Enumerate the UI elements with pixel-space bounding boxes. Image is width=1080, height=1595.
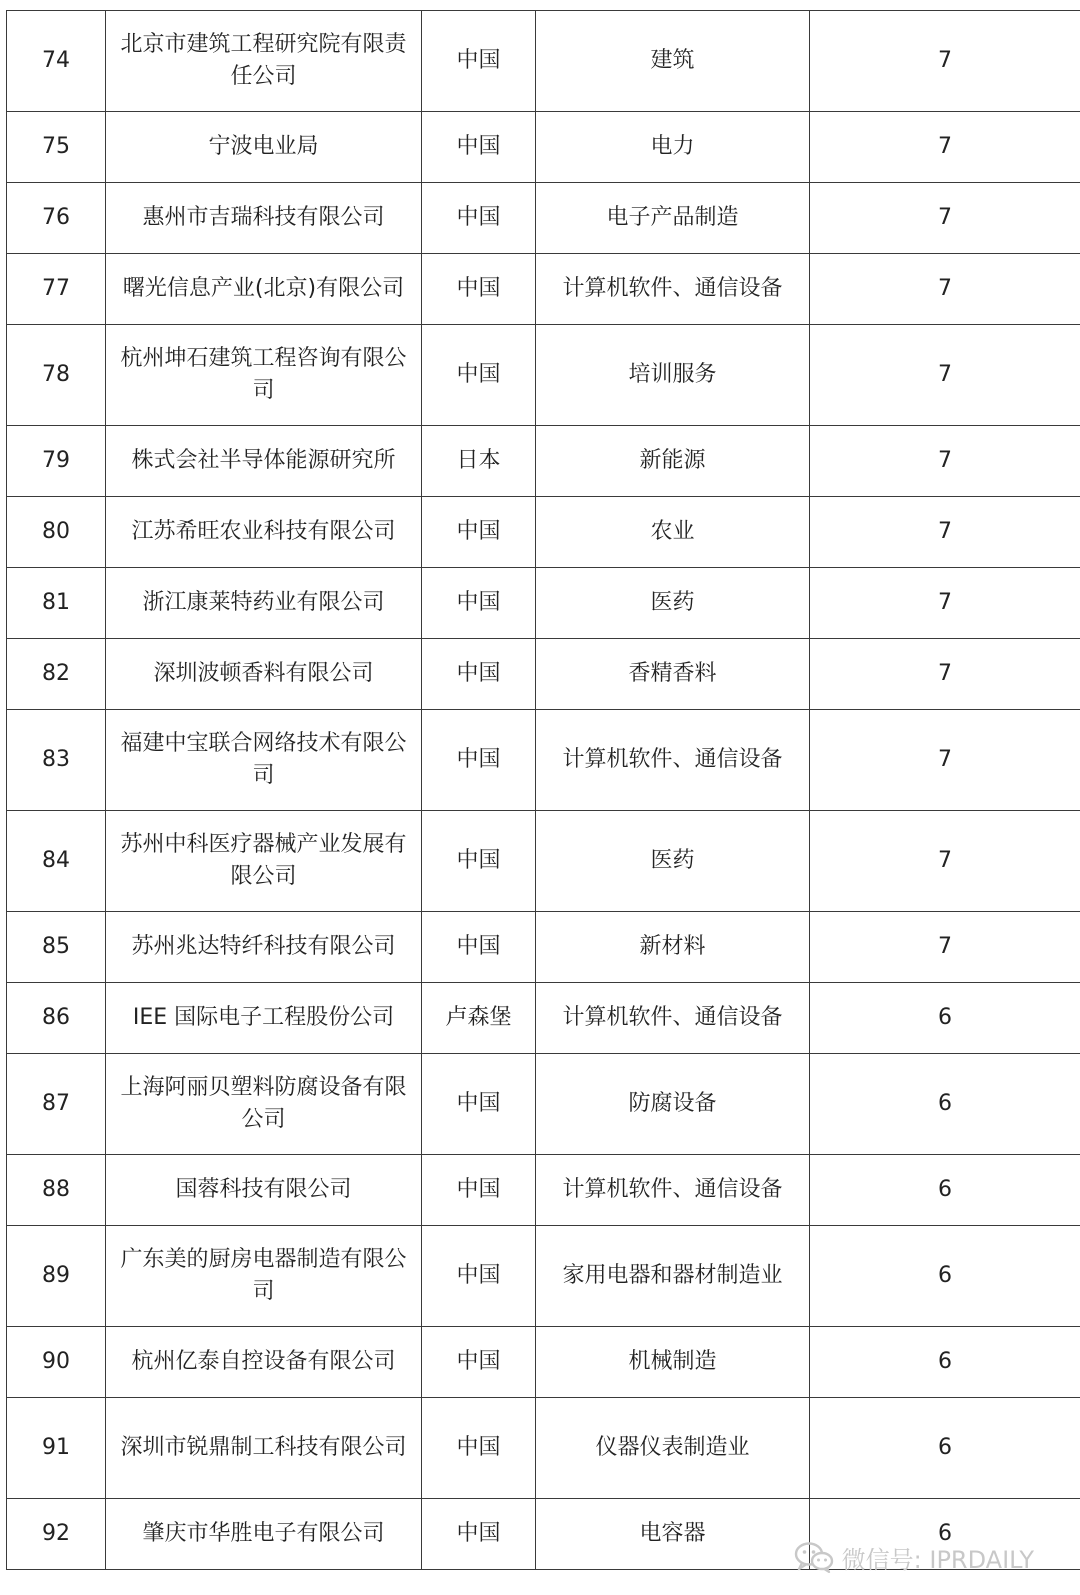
company-cell <box>106 639 422 710</box>
country-cell: 中国 <box>422 710 536 811</box>
count-cell: 7 <box>810 11 1080 112</box>
table-row <box>7 1054 1080 1155</box>
table-row <box>7 1398 1080 1499</box>
rank-cell: 81 <box>7 568 106 639</box>
count-cell: 7 <box>810 639 1080 710</box>
rank-cell: 92 <box>7 1499 106 1570</box>
table-row <box>7 497 1080 568</box>
industry-cell: 机械制造 <box>536 1327 810 1398</box>
wechat-icon <box>794 1541 834 1573</box>
country-cell: 中国 <box>422 325 536 426</box>
table-row <box>7 1226 1080 1327</box>
industry-cell: 仪器仪表制造业 <box>536 1398 810 1499</box>
company-cell <box>106 11 422 112</box>
count-cell: 7 <box>810 497 1080 568</box>
industry-cell: 计算机软件、通信设备 <box>536 1155 810 1226</box>
industry-cell: 电子产品制造 <box>536 183 810 254</box>
count-cell: 6 <box>810 1499 1080 1570</box>
company-name: 杭州亿泰自控设备有限公司 <box>131 1349 396 1374</box>
table-row <box>7 639 1080 710</box>
industry-cell: 家用电器和器材制造业 <box>536 1226 810 1327</box>
industry-cell: 新材料 <box>536 912 810 983</box>
industry-cell: 香精香料 <box>536 639 810 710</box>
company-cell <box>106 497 422 568</box>
count-cell: 6 <box>810 1226 1080 1327</box>
rank-cell: 90 <box>7 1327 106 1398</box>
company-cell <box>106 1155 422 1226</box>
company-cell <box>106 1327 422 1398</box>
company-name: 宁波电业局 <box>208 134 319 159</box>
company-cell <box>106 1499 422 1570</box>
count-cell: 6 <box>810 983 1080 1054</box>
company-cell <box>106 710 422 811</box>
country-cell: 中国 <box>422 639 536 710</box>
rank-cell: 84 <box>7 811 106 912</box>
rank-cell: 85 <box>7 912 106 983</box>
rank-cell: 77 <box>7 254 106 325</box>
company-name: 肇庆市华胜电子有限公司 <box>142 1521 385 1546</box>
company-name: 杭州坤石建筑工程咨询有限公司 <box>120 346 407 403</box>
country-cell: 中国 <box>422 568 536 639</box>
industry-cell: 防腐设备 <box>536 1054 810 1155</box>
company-cell <box>106 1054 422 1155</box>
count-cell: 6 <box>810 1398 1080 1499</box>
country-cell: 中国 <box>422 183 536 254</box>
company-name: 福建中宝联合网络技术有限公司 <box>120 731 407 788</box>
table-row <box>7 426 1080 497</box>
table-row <box>7 112 1080 183</box>
count-cell: 7 <box>810 325 1080 426</box>
count-cell: 7 <box>810 426 1080 497</box>
company-name: 北京市建筑工程研究院有限责任公司 <box>120 32 407 89</box>
count-cell: 7 <box>810 112 1080 183</box>
count-cell: 7 <box>810 183 1080 254</box>
rank-cell: 74 <box>7 11 106 112</box>
count-cell: 7 <box>810 710 1080 811</box>
industry-cell: 计算机软件、通信设备 <box>536 983 810 1054</box>
country-cell: 中国 <box>422 1226 536 1327</box>
industry-cell: 电容器 <box>536 1499 810 1570</box>
company-cell <box>106 426 422 497</box>
rank-cell: 86 <box>7 983 106 1054</box>
watermark-text: 微信号: IPRDAILY <box>841 1545 1034 1574</box>
table-row <box>7 325 1080 426</box>
count-cell: 7 <box>810 912 1080 983</box>
country-cell: 中国 <box>422 1398 536 1499</box>
country-cell: 中国 <box>422 497 536 568</box>
rank-cell: 75 <box>7 112 106 183</box>
company-name: 浙江康莱特药业有限公司 <box>142 590 385 615</box>
industry-cell: 农业 <box>536 497 810 568</box>
country-cell: 中国 <box>422 1327 536 1398</box>
rank-cell: 78 <box>7 325 106 426</box>
company-cell <box>106 112 422 183</box>
rank-cell: 76 <box>7 183 106 254</box>
company-name: 深圳市锐鼎制工科技有限公司 <box>120 1435 407 1460</box>
country-cell: 中国 <box>422 1155 536 1226</box>
company-name: 苏州中科医疗器械产业发展有限公司 <box>120 832 407 889</box>
industry-cell: 计算机软件、通信设备 <box>536 254 810 325</box>
table-row <box>7 11 1080 112</box>
table-row <box>7 1327 1080 1398</box>
company-name: 广东美的厨房电器制造有限公司 <box>120 1247 407 1304</box>
count-cell: 7 <box>810 254 1080 325</box>
wechat-watermark <box>794 1537 1034 1577</box>
company-cell <box>106 325 422 426</box>
rank-cell: 91 <box>7 1398 106 1499</box>
company-cell <box>106 811 422 912</box>
industry-cell: 新能源 <box>536 426 810 497</box>
country-cell: 中国 <box>422 811 536 912</box>
industry-cell: 医药 <box>536 811 810 912</box>
table-row <box>7 912 1080 983</box>
company-cell <box>106 183 422 254</box>
country-cell: 中国 <box>422 112 536 183</box>
count-cell: 6 <box>810 1155 1080 1226</box>
rank-cell: 79 <box>7 426 106 497</box>
table-row <box>7 183 1080 254</box>
company-name: 深圳波顿香料有限公司 <box>153 661 374 686</box>
company-name: 株式会社半导体能源研究所 <box>131 448 396 473</box>
table-row <box>7 568 1080 639</box>
company-cell <box>106 254 422 325</box>
rank-cell: 82 <box>7 639 106 710</box>
count-cell: 6 <box>810 1054 1080 1155</box>
company-name: 国蓉科技有限公司 <box>175 1177 352 1202</box>
country-cell: 中国 <box>422 1054 536 1155</box>
country-cell: 中国 <box>422 912 536 983</box>
country-cell: 中国 <box>422 254 536 325</box>
industry-cell: 培训服务 <box>536 325 810 426</box>
industry-cell: 医药 <box>536 568 810 639</box>
company-name: 上海阿丽贝塑料防腐设备有限公司 <box>120 1075 407 1132</box>
count-cell: 6 <box>810 1327 1080 1398</box>
rank-cell: 87 <box>7 1054 106 1155</box>
company-cell <box>106 568 422 639</box>
rank-cell: 83 <box>7 710 106 811</box>
company-cell <box>106 1398 422 1499</box>
table-row <box>7 710 1080 811</box>
table-row <box>7 811 1080 912</box>
table-row <box>7 254 1080 325</box>
company-name: 江苏希旺农业科技有限公司 <box>131 519 396 544</box>
industry-cell: 计算机软件、通信设备 <box>536 710 810 811</box>
rank-cell: 80 <box>7 497 106 568</box>
table-row <box>7 983 1080 1054</box>
count-cell: 7 <box>810 568 1080 639</box>
company-name: 惠州市吉瑞科技有限公司 <box>142 205 385 230</box>
industry-cell: 电力 <box>536 112 810 183</box>
ranking-table-body <box>7 11 1080 1570</box>
company-cell <box>106 912 422 983</box>
country-cell: 卢森堡 <box>422 983 536 1054</box>
table-row <box>7 1155 1080 1226</box>
industry-cell: 建筑 <box>536 11 810 112</box>
rank-cell: 88 <box>7 1155 106 1226</box>
country-cell: 日本 <box>422 426 536 497</box>
ranking-table <box>6 10 1080 1570</box>
count-cell: 7 <box>810 811 1080 912</box>
country-cell: 中国 <box>422 11 536 112</box>
company-name: 苏州兆达特纤科技有限公司 <box>131 934 396 959</box>
company-name: 曙光信息产业(北京)有限公司 <box>122 276 405 301</box>
company-cell <box>106 1226 422 1327</box>
rank-cell: 89 <box>7 1226 106 1327</box>
company-cell <box>106 983 422 1054</box>
country-cell: 中国 <box>422 1499 536 1570</box>
company-name: IEE 国际电子工程股份公司 <box>132 1005 395 1030</box>
